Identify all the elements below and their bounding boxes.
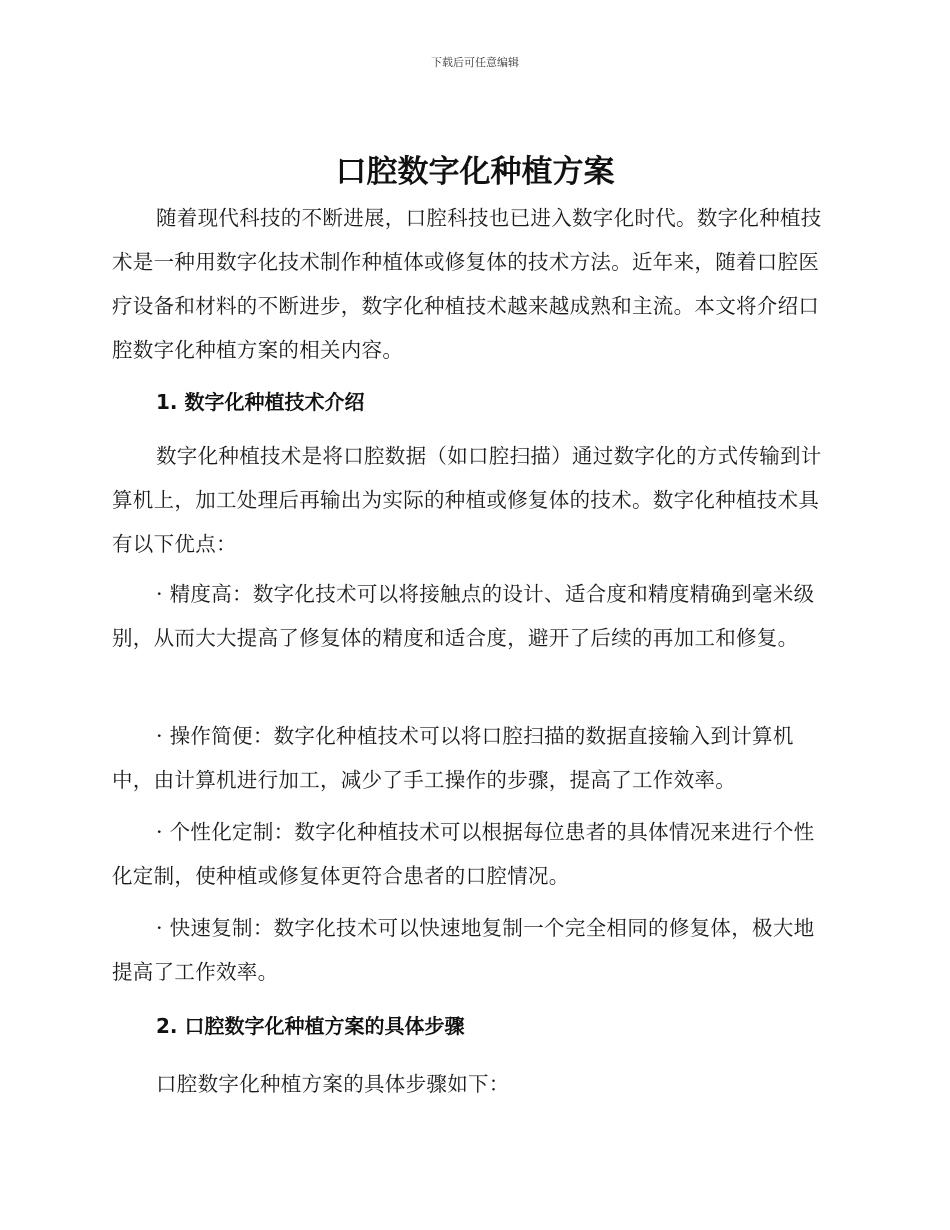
section-1-heading: 1. 数字化种植技术介绍 [156,390,365,414]
bullet-fast-copy: · 快速复制：数字化技术可以快速地复制一个完全相同的修复体，极大地提高了工作效率。 [112,916,815,984]
section-2-paragraph: 口腔数字化种植方案的具体步骤如下： [156,1072,510,1096]
bullet-easy-operation: · 操作简便：数字化种植技术可以将口腔扫描的数据直接输入到计算机中，由计算机进行加工，减少了手工操作的步骤，提高了工作效率。 [112,724,794,792]
page-header-note: 下载后可任意编辑 [431,56,519,69]
bullet-customization: · 个性化定制：数字化种植技术可以根据每位患者的具体情况来进行个性化定制，使种植或修复体更符合患者的口腔情况。 [112,820,815,888]
document-title: 口腔数字化种植方案 [335,154,615,190]
bullet-precision: · 精度高：数字化技术可以将接触点的设计、适合度和精度精确到毫米级别，从而大大提高了修复体的精度和适合度，避开了后续的再加工和修复。 [112,582,815,650]
section-2-heading: 2. 口腔数字化种植方案的具体步骤 [156,1014,465,1038]
section-1-paragraph: 数字化种植技术是将口腔数据（如口腔扫描）通过数字化的方式传输到计算机上，加工处理后再输出为实际的种植或修复体的技术。数字化种植技术具有以下优点： [112,444,822,556]
intro-paragraph: 随着现代科技的不断进展，口腔科技也已进入数字化时代。数字化种植技术是一种用数字化技术制作种植体或修复体的技术方法。近年来，随着口腔医疗设备和材料的不断进步，数字化种植技术越来越成熟和主流。本文将介绍口腔数字化种植方案的相关内容。 [112,206,822,362]
